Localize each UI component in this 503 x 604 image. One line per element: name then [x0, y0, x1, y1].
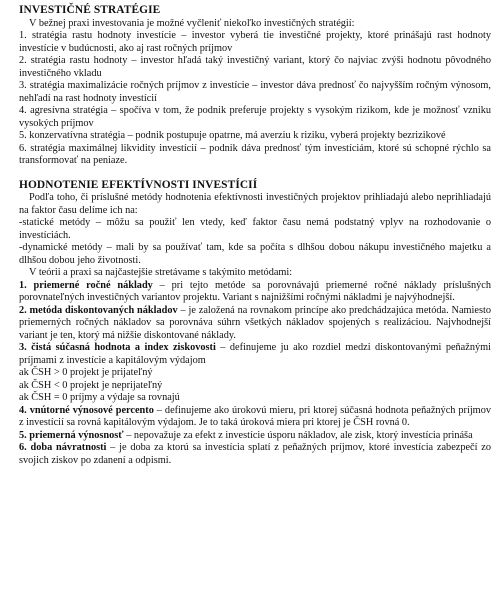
section-heading-efficiency: HODNOTENIE EFEKTÍVNOSTI INVESTÍCIÍ: [19, 178, 258, 191]
dynamic-methods: -dynamické metódy – mali by sa používať tam, kde sa počíta s dlhšou dobou nákupu investičného majetku a dlhšou dobou jeho životnosti.: [19, 242, 491, 266]
method-3: [19, 342, 491, 367]
method-6-label: 6. doba návratnosti: [19, 442, 107, 453]
method-2: [19, 305, 491, 343]
npv-rule-positive: ak ČSH > 0 projekt je prijateľný: [19, 367, 153, 378]
section-heading-strategies: INVESTIČNÉ STRATÉGIE: [19, 4, 161, 16]
method-4-text: – definujeme ako úrokovú mieru, pri ktorej súčasná hodnota peňažných príjmov z investícií sa rovná kapitálovým výdajom. Je to taká úroková miera pri ktorej je ČSH rovná 0.: [19, 404, 491, 428]
method-1-text: – pri tejto metóde sa porovnávajú priemerné ročné náklady príslušných porovnateľných investičných variantov projektu. Variant s najnižšími ročnými nákladmi je najvýhodnejší.: [19, 279, 491, 303]
method-5-label: 5. priemerná výnosnosť: [19, 429, 124, 441]
strategy-item-2: 2. stratégia rastu hodnoty – investor hľadá taký investičný variant, ktorý čo najviac zvýši hodnotu pôvodného investičného vkladu: [19, 55, 491, 79]
method-2-text: – je založená na rovnakom princípe ako predchádzajúca metóda. Namiesto priemerných ročných nákladov sa porovnáva súhrn všetkých nákladov spojených s realizáciou. Najvhodnejší variant je ten, ktorý má nižšie diskontované náklady.: [19, 304, 491, 341]
method-1: [19, 280, 491, 305]
static-methods: -statické metódy – môžu sa použiť len vtedy, keď faktor času nemá podstatný vplyv na rozhodovanie o investíciách.: [19, 217, 491, 241]
strategy-item-6: 6. stratégia maximálnej likvidity investícií – podnik dáva prednosť tým investíciám, ktoré sú schopné rýchlo sa transformovať na peniaze.: [19, 142, 491, 166]
method-6-text: – je doba za ktorú sa investícia splatí z peňažných príjmov, ktoré investícia zabezpečí zo svojich ziskov po zdanení a odpismi.: [19, 442, 491, 466]
npv-rule-negative: ak ČSH < 0 projekt je neprijateľný: [19, 379, 163, 391]
method-5: [19, 430, 491, 443]
method-1-label: 1. priemerné ročné náklady: [19, 279, 153, 291]
strategy-item-1: 1. stratégia rastu hodnoty investície – investor vyberá tie investičné projekty, ktoré prinášajú rast hodnoty investície v budúcnosti, ako aj rast ročných príjmov: [19, 30, 491, 54]
strategy-item-3: 3. stratégia maximalizácie ročných príjmov z investície – investor dáva prednosť čo najvyšším ročným výnosom, nehľadí na rast hodnoty investícií: [19, 80, 491, 104]
method-2-label: 2. metóda diskontovaných nákladov: [19, 304, 178, 316]
strategies-intro: V bežnej praxi investovania je možné vyčleniť niekoľko investičných stratégií:: [29, 17, 355, 29]
method-3-label: 3. čistá súčasná hodnota a index ziskovosti: [19, 342, 216, 353]
section-spacer: [19, 168, 491, 179]
method-6: [19, 442, 491, 467]
efficiency-intro: Podľa toho, či príslušné metódy hodnotenia efektívnosti investičných projektov prihliadajú alebo neprihliadajú na faktor času delíme ich na:: [19, 192, 491, 216]
strategy-item-4: 4. agresívna stratégia – spočíva v tom, že podnik preferuje projekty s vysokým rizikom, kde je možnosť vzniku vysokých príjmov: [19, 105, 491, 129]
strategy-item-5: 5. konzervatívna stratégia – podnik postupuje opatrne, má averziu k riziku, vyberá projekty bezrizikové: [19, 130, 446, 141]
npv-rule-zero: ak ČSH = 0 príjmy a výdaje sa rovnajú: [19, 392, 180, 403]
method-4-label: 4. vnútorné výnosové percento: [19, 404, 154, 416]
method-5-text: – nepovažuje za efekt z investície úsporu nákladov, ale zisk, ktorý investícia prináša: [123, 429, 473, 441]
method-3-text: – definujeme ju ako rozdiel medzi diskontovanými peňažnými príjmami z investície a kapitálovým výdajom: [19, 342, 491, 366]
methods-intro: V teórii a praxi sa najčastejšie stretávame s takýmito metódami:: [29, 267, 293, 278]
method-4: [19, 405, 491, 430]
